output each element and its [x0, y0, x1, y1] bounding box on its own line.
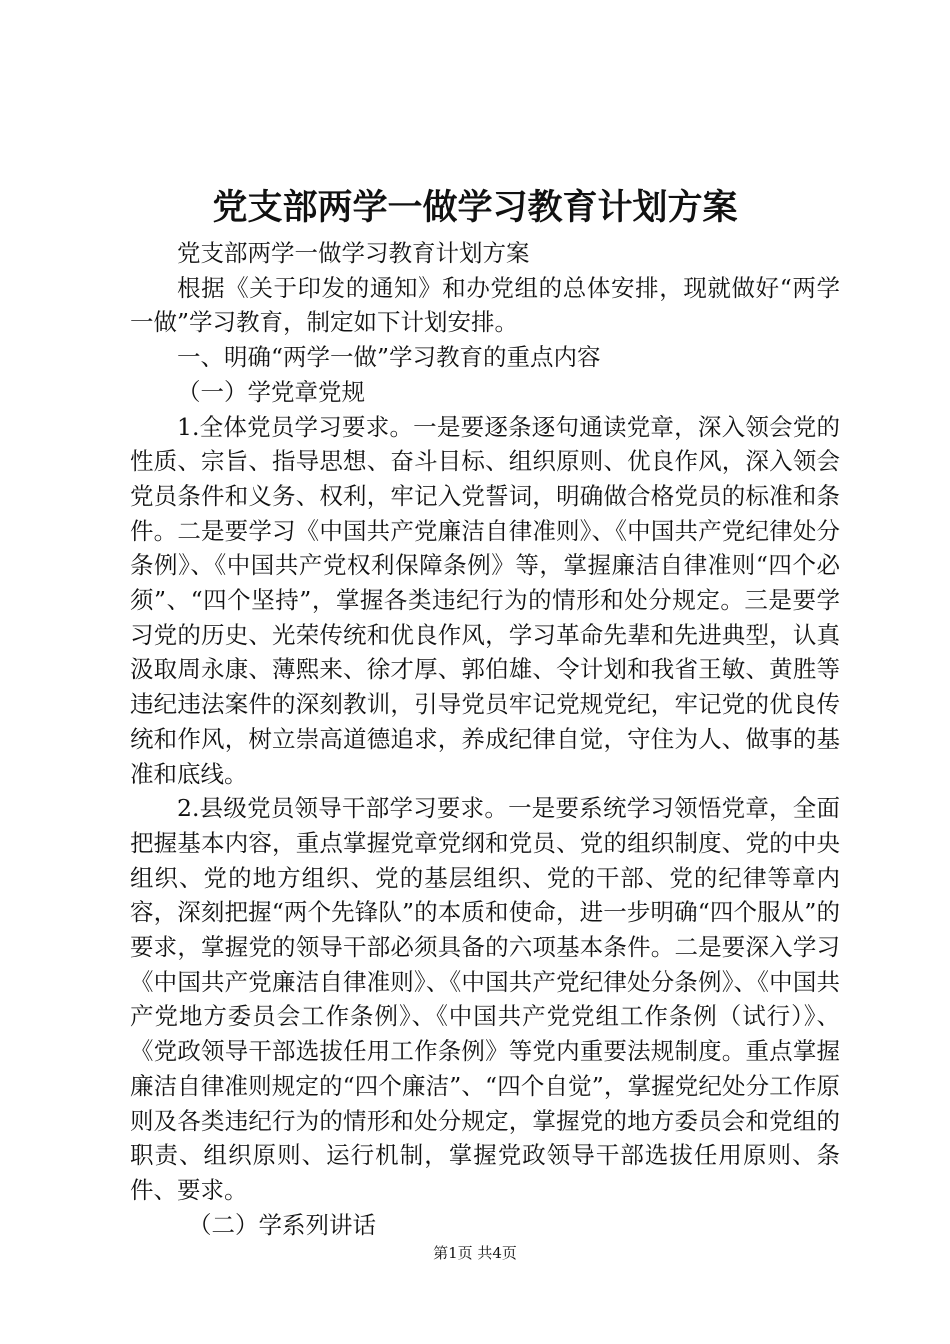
document-title: 党支部两学一做学习教育计划方案 [212, 187, 738, 228]
subsection-heading: （二）学系列讲话 [188, 1210, 376, 1239]
page-number-footer: 第1页 共4页 [433, 1244, 517, 1262]
body-paragraph: 2.县级党员领导干部学习要求。一是要系统学习领悟党章，全面把握基本内容，重点掌握党章党纲和党员、党的组织制度、党的中央组织、党的地方组织、党的基层组织、党的干部、党的纪律等章内容，深刻把握“两个先锋队”的本质和使命，进一步明确“四个服从”的要求，掌握党的领导干部必须具备的六项基本条件。二是要深入学习《中国共产党廉洁自律准则》、《中国共产党纪律处分条例》、《中国共产党地方委员会工作条例》、《中国共产党党组工作条例（试行）》、《党政领导干部选拔任用工作条例》等党内重要法规制度。重点掌握廉洁自律准则规定的“四个廉洁”、“四个自觉”，掌握党纪处分工作原则及各类违纪行为的情形和处分规定，掌握党的地方委员会和党组的职责、组织原则、运行机制，掌握党政领导干部选拔任用原则、条件、要求。 [130, 794, 840, 1204]
subsection-heading: （一）学党章党规 [177, 377, 365, 406]
body-paragraph: 1.全体党员学习要求。一是要逐条逐句通读党章，深入领会党的性质、宗旨、指导思想、奋斗目标、组织原则、优良作风，深入领会党员条件和义务、权利，牢记入党誓词，明确做合格党员的标准和条件。二是要学习《中国共产党廉洁自律准则》、《中国共产党纪律处分条例》、《中国共产党权利保障条例》等，掌握廉洁自律准则“四个必须”、“四个坚持”，掌握各类违纪行为的情形和处分规定。三是要学习党的历史、光荣传统和优良作风，学习革命先辈和先进典型，认真汲取周永康、薄熙来、徐才厚、郭伯雄、令计划和我省王敏、黄胜等违纪违法案件的深刻教训，引导党员牢记党规党纪，牢记党的优良传统和作风，树立崇高道德追求，养成纪律自觉，守住为人、做事的基准和底线。 [130, 412, 840, 788]
document-body [130, 236, 840, 1242]
section-heading: 一、明确“两学一做”学习教育的重点内容 [177, 343, 601, 372]
body-paragraph: 党支部两学一做学习教育计划方案 [177, 239, 530, 267]
body-paragraph: 根据《关于印发的通知》和办党组的总体安排，现就做好“两学一做”学习教育，制定如下计划安排。 [130, 273, 840, 337]
